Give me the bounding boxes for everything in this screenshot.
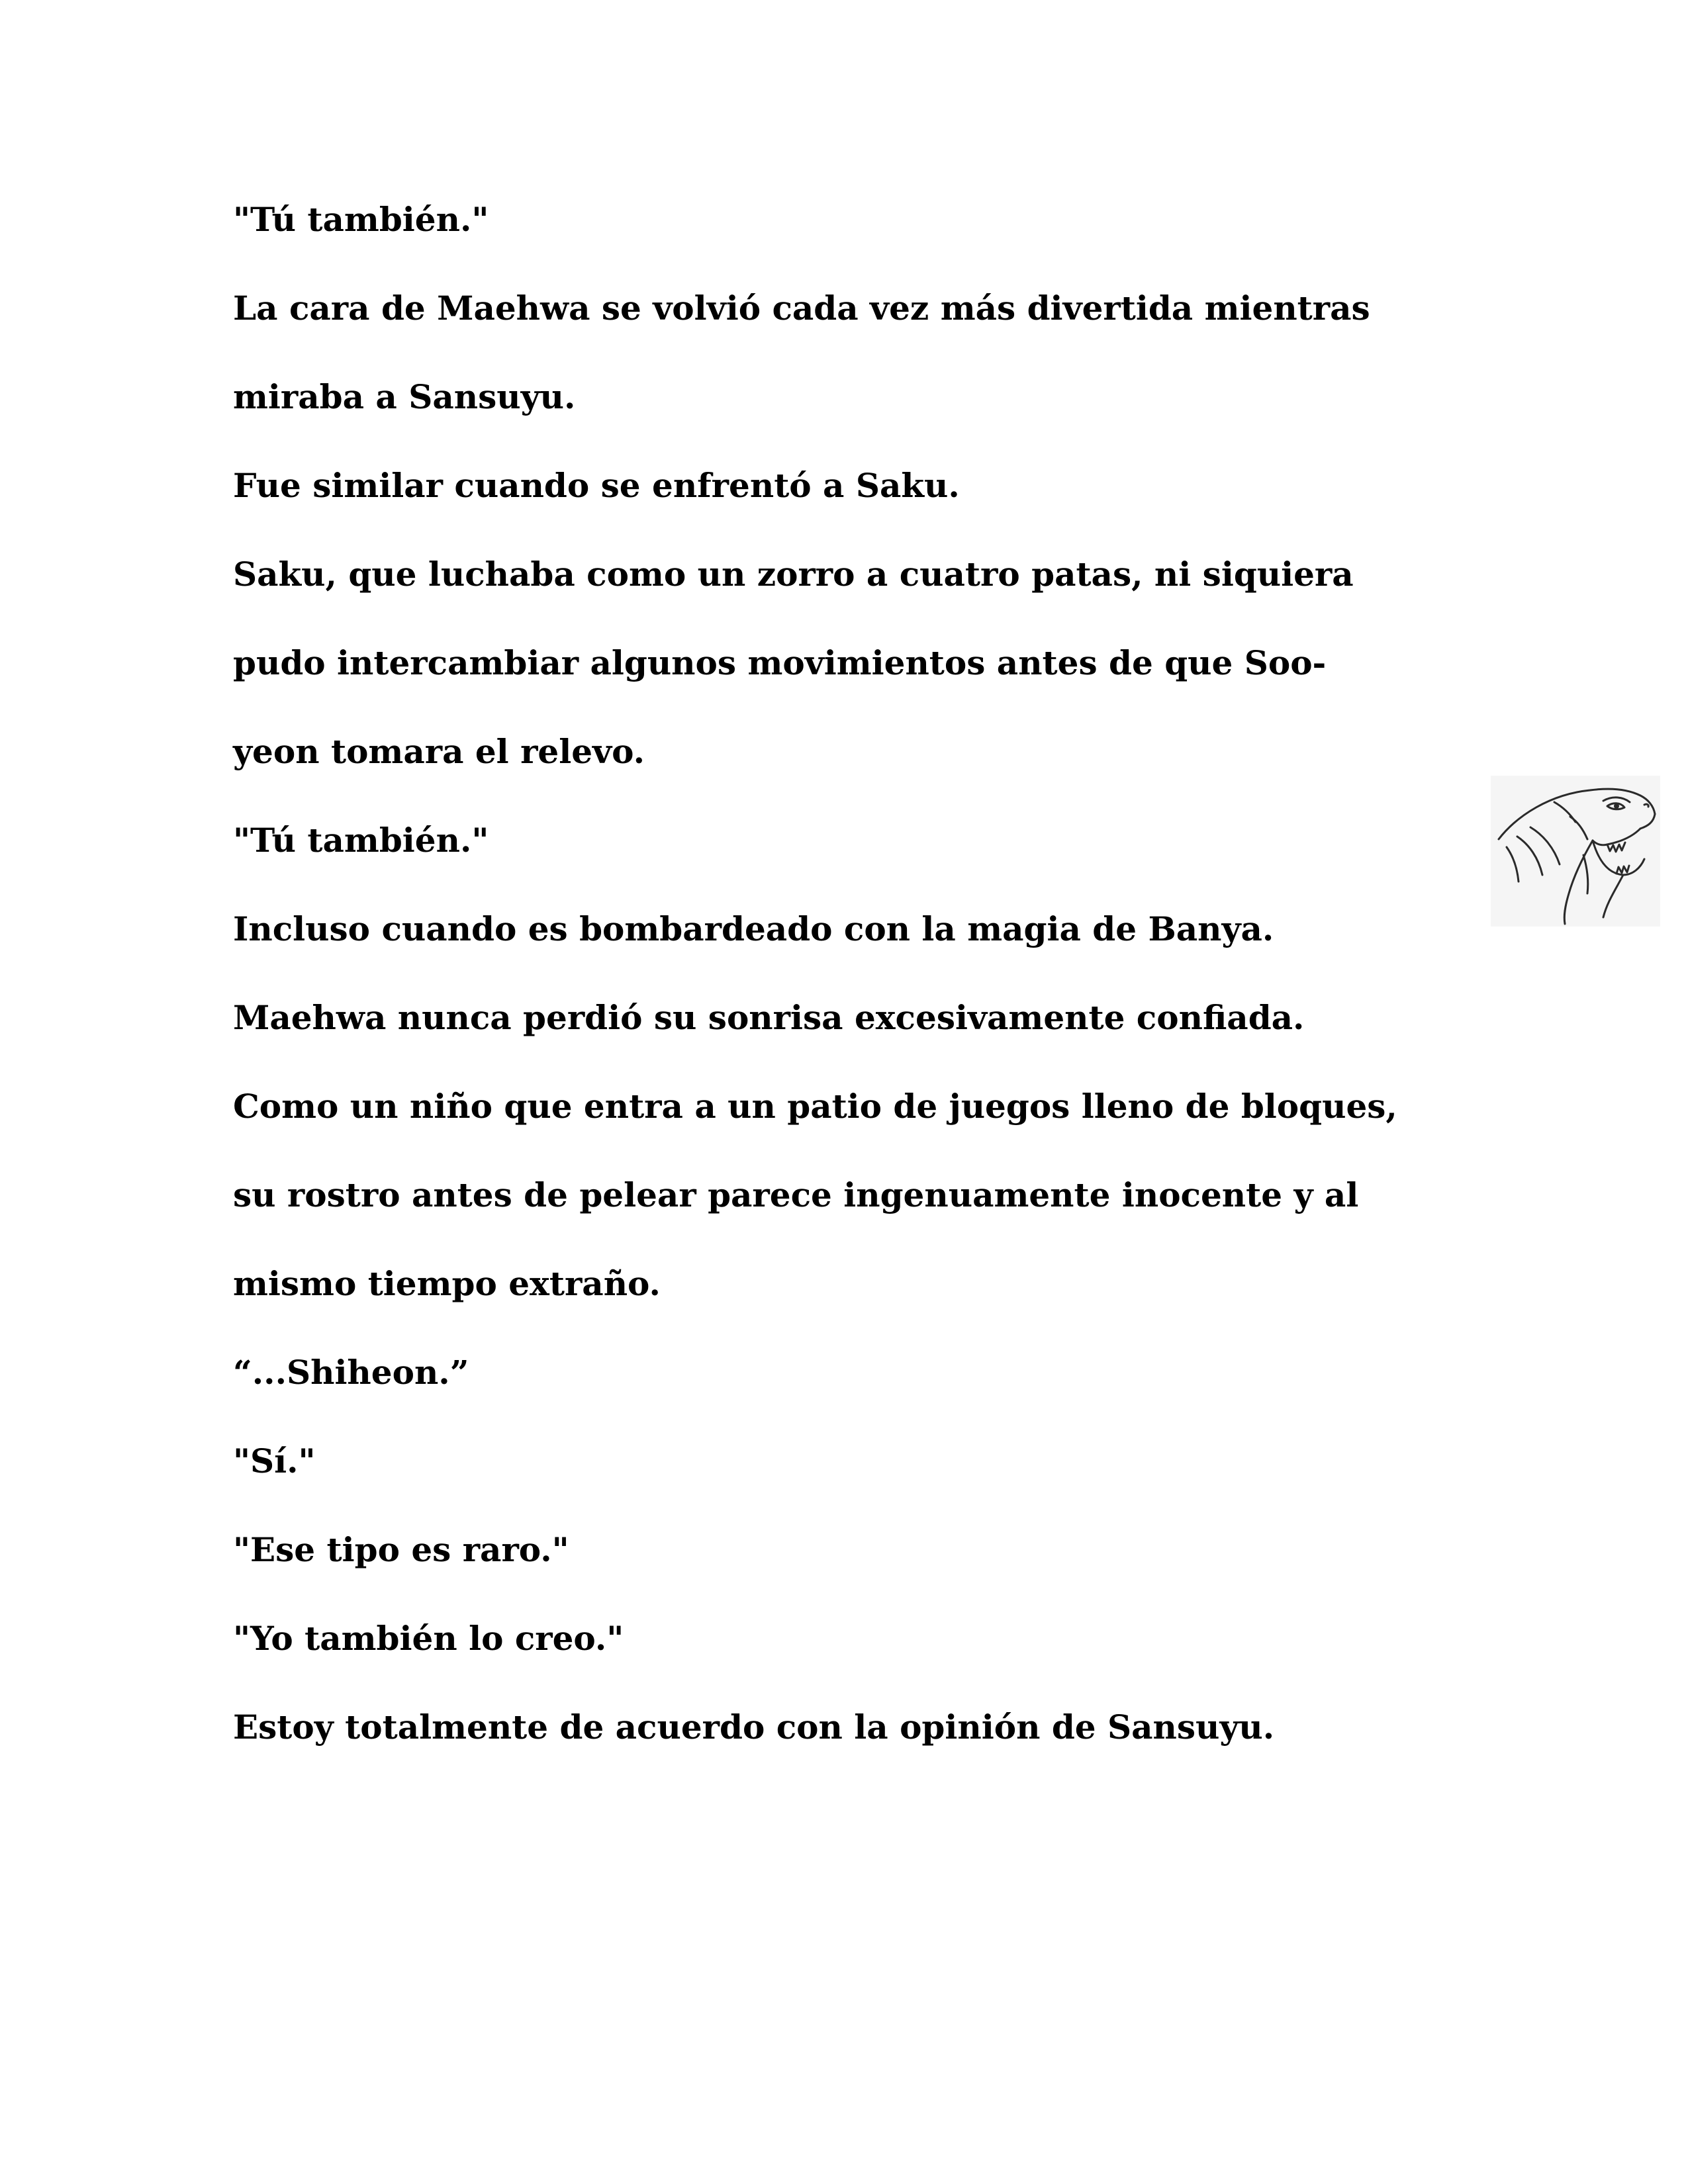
text-line: Maehwa nunca perdió su sonrisa excesivamente confiada.	[233, 998, 1305, 1037]
text-line: su rostro antes de pelear parece ingenuamente inocente y al	[233, 1175, 1359, 1214]
text-line: "Sí."	[233, 1441, 316, 1480]
text-line: yeon tomara el relevo.	[233, 732, 645, 771]
text-line: mismo tiempo extraño.	[233, 1264, 661, 1303]
text-line: “...Shiheon.”	[233, 1353, 469, 1392]
text-line: "Tú también."	[233, 821, 489, 860]
text-line: Saku, que luchaba como un zorro a cuatro patas, ni siquiera	[233, 555, 1354, 594]
text-line: "Ese tipo es raro."	[233, 1530, 569, 1569]
body-text	[233, 196, 1477, 1792]
text-line: "Yo también lo creo."	[233, 1619, 624, 1658]
text-line: Fue similar cuando se enfrentó a Saku.	[233, 466, 960, 505]
dinosaur-head-icon	[1491, 776, 1660, 927]
text-line: Como un niño que entra a un patio de juegos lleno de bloques,	[233, 1087, 1397, 1126]
text-line: miraba a Sansuyu.	[233, 377, 576, 416]
text-line: Estoy totalmente de acuerdo con la opinión de Sansuyu.	[233, 1707, 1275, 1747]
text-line: "Tú también."	[233, 200, 489, 239]
text-line: Incluso cuando es bombardeado con la magia de Banya.	[233, 909, 1274, 948]
text-line: pudo intercambiar algunos movimientos antes de que Soo-	[233, 643, 1327, 682]
text-line: La cara de Maehwa se volvió cada vez más divertida mientras	[233, 289, 1370, 328]
